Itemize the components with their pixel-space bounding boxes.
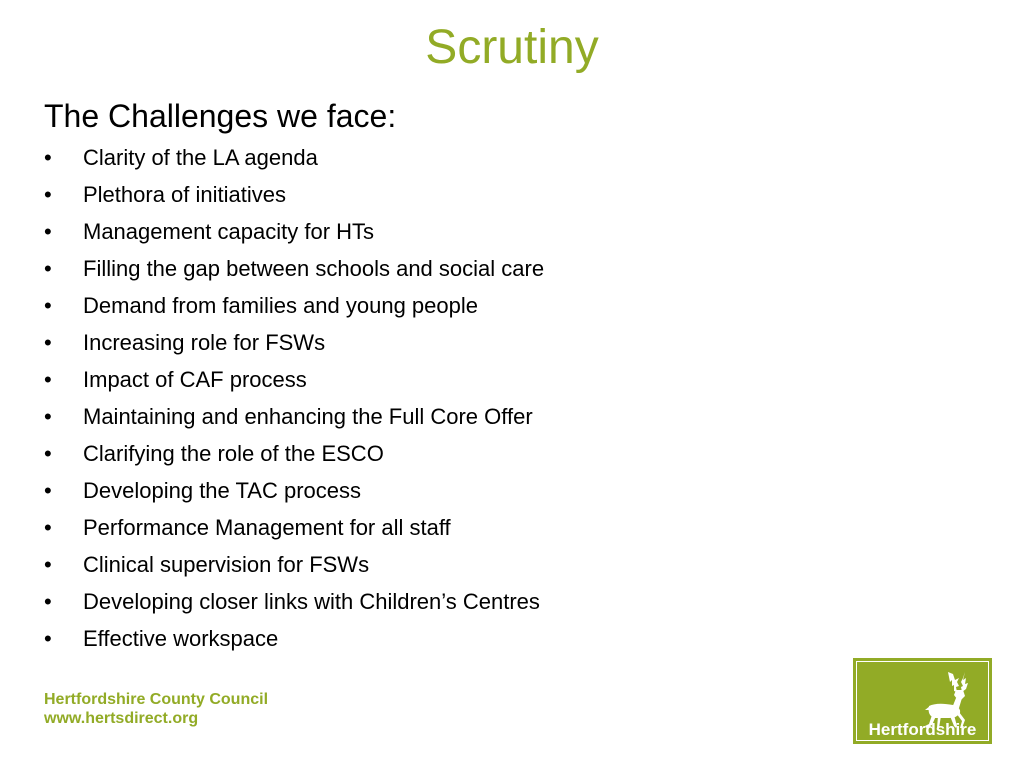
list-item-text: Performance Management for all staff [83, 515, 451, 540]
bullet-icon: • [44, 478, 52, 503]
footer-website: www.hertsdirect.org [44, 710, 199, 727]
bullet-icon: • [44, 589, 52, 614]
list-item-text: Filling the gap between schools and social care [83, 256, 545, 281]
bullet-icon: • [44, 515, 52, 540]
list-item-text: Increasing role for FSWs [83, 330, 326, 355]
list-item-text: Maintaining and enhancing the Full Core Offer [83, 404, 533, 429]
bullet-icon: • [44, 182, 52, 207]
bullet-icon: • [44, 441, 52, 466]
list-item [44, 176, 544, 213]
bullet-icon: • [44, 145, 52, 170]
list-item-text: Plethora of initiatives [83, 182, 286, 207]
hertfordshire-logo [853, 658, 992, 744]
bullet-icon: • [44, 330, 52, 355]
list-item [44, 398, 544, 435]
list-item-text: Developing the TAC process [83, 478, 361, 503]
footer-organization: Hertfordshire County Council [44, 691, 269, 708]
list-item [44, 324, 544, 361]
logo-text: Hertfordshire [868, 720, 977, 739]
bullet-list [44, 139, 544, 657]
bullet-icon: • [44, 626, 52, 651]
bullet-icon: • [44, 552, 52, 577]
list-item-text: Clarity of the LA agenda [83, 145, 318, 170]
list-item [44, 361, 544, 398]
list-item-text: Clinical supervision for FSWs [83, 552, 370, 577]
slide-subtitle: The Challenges we face: [44, 98, 397, 134]
list-item-text: Management capacity for HTs [83, 219, 375, 244]
list-item [44, 509, 544, 546]
list-item-text: Demand from families and young people [83, 293, 479, 318]
bullet-icon: • [44, 219, 52, 244]
bullet-icon: • [44, 367, 52, 392]
list-item-text: Impact of CAF process [83, 367, 307, 392]
list-item [44, 472, 544, 509]
bullet-icon: • [44, 256, 52, 281]
bullet-icon: • [44, 404, 52, 429]
list-item [44, 213, 544, 250]
footer [44, 690, 268, 728]
bullet-icon: • [44, 293, 52, 318]
list-item [44, 435, 544, 472]
list-item [44, 546, 544, 583]
list-item [44, 287, 544, 324]
slide-title: Scrutiny [425, 21, 599, 74]
list-item-text: Developing closer links with Children’s Centres [83, 589, 540, 614]
list-item-text: Effective workspace [83, 626, 279, 651]
list-item-text: Clarifying the role of the ESCO [83, 441, 384, 466]
list-item [44, 583, 544, 620]
list-item [44, 250, 544, 287]
list-item [44, 139, 544, 176]
list-item [44, 620, 544, 657]
